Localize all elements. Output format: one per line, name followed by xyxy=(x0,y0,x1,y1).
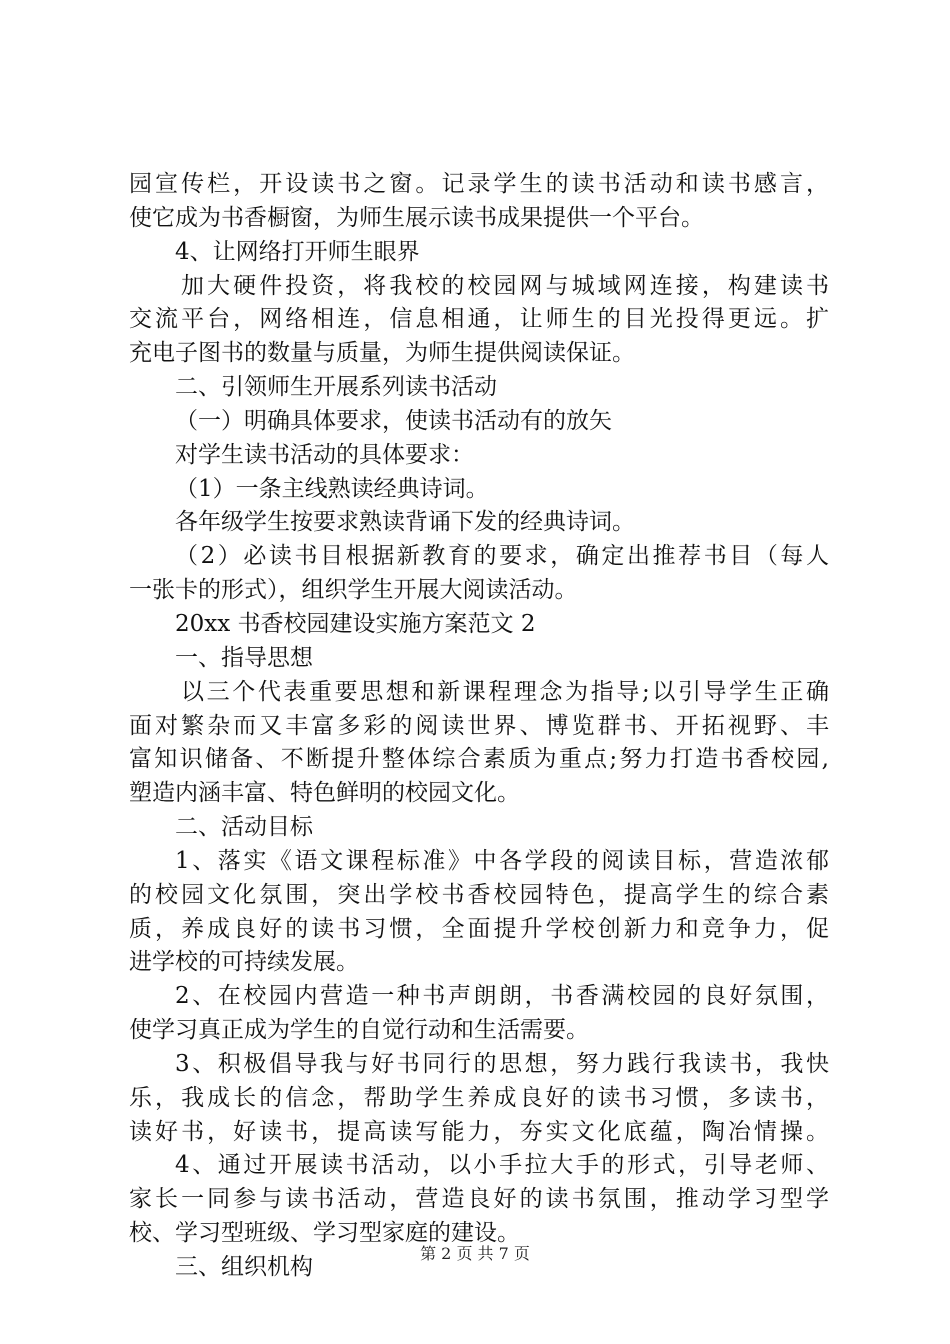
text-line: 质，养成良好的读书习惯，全面提升学校创新力和竞争力，促 xyxy=(129,915,829,942)
text-line: 2、在校园内营造一种书声朗朗，书香满校园的良好氛围， xyxy=(175,983,829,1010)
text-line: 使学习真正成为学生的自觉行动和生活需要。 xyxy=(129,1017,589,1044)
text-line: 塑造内涵丰富、特色鲜明的校园文化。 xyxy=(129,780,520,807)
text-line: 二、引领师生开展系列读书活动 xyxy=(175,374,497,401)
text-line: 面对繁杂而又丰富多彩的阅读世界、博览群书、开拓视野、丰 xyxy=(129,712,829,739)
text-line: 的校园文化氛围，突出学校书香校园特色，提高学生的综合素 xyxy=(129,881,829,908)
document-body xyxy=(129,168,829,1285)
text-line: 4、让网络打开师生眼界 xyxy=(175,238,420,265)
text-line: 使它成为书香橱窗，为师生展示读书成果提供一个平台。 xyxy=(129,204,704,231)
text-line: 4、通过开展读书活动，以小手拉大手的形式，引导老师、 xyxy=(175,1152,829,1179)
text-line: 1、落实《语文课程标准》中各学段的阅读目标，营造浓郁 xyxy=(175,847,829,874)
text-line: （1）一条主线熟读经典诗词。 xyxy=(175,475,489,502)
text-line: 一、指导思想 xyxy=(175,644,313,671)
text-line: 一张卡的形式），组织学生开展大阅读活动。 xyxy=(129,577,578,604)
text-line: 各年级学生按要求熟读背诵下发的经典诗词。 xyxy=(175,509,635,536)
text-line: 20xx 书香校园建设实施方案范文 2 xyxy=(175,610,536,637)
text-line: 三、组织机构 xyxy=(175,1254,313,1280)
text-line: 3、积极倡导我与好书同行的思想，努力践行我读书，我快 xyxy=(175,1050,829,1077)
text-line: 家长一同参与读书活动，营造良好的读书氛围，推动学习型学 xyxy=(129,1186,829,1213)
text-line: 对学生读书活动的具体要求： xyxy=(175,441,474,468)
text-line: 交流平台，网络相连，信息相通，让师生的目光投得更远。扩 xyxy=(129,306,829,333)
text-line: 校、学习型班级、学习型家庭的建设。 xyxy=(129,1220,520,1247)
text-line: 进学校的可持续发展。 xyxy=(129,949,359,976)
text-line: 充电子图书的数量与质量，为师生提供阅读保证。 xyxy=(129,340,635,367)
text-line: （2）必读书目根据新教育的要求，确定出推荐书目（每人 xyxy=(175,543,829,570)
text-line: 二、活动目标 xyxy=(175,814,313,841)
text-line: 加大硬件投资，将我校的校园网与城域网连接，构建读书 xyxy=(181,272,829,299)
text-line: （一）明确具体要求，使读书活动有的放矢 xyxy=(175,407,612,434)
text-line: 乐，我成长的信念，帮助学生养成良好的读书习惯，多读书， xyxy=(129,1084,829,1111)
page-footer: 第 2 页 共 7 页 xyxy=(420,1244,530,1263)
text-line: 读好书，好读书，提高读写能力，夯实文化底蕴，陶冶情操。 xyxy=(129,1118,829,1145)
text-line: 园宣传栏，开设读书之窗。记录学生的读书活动和读书感言， xyxy=(129,171,829,197)
text-line: 以三个代表重要思想和新课程理念为指导;以引导学生正确 xyxy=(181,678,829,705)
text-line: 富知识储备、不断提升整体综合素质为重点;努力打造书香校园, xyxy=(129,746,829,773)
